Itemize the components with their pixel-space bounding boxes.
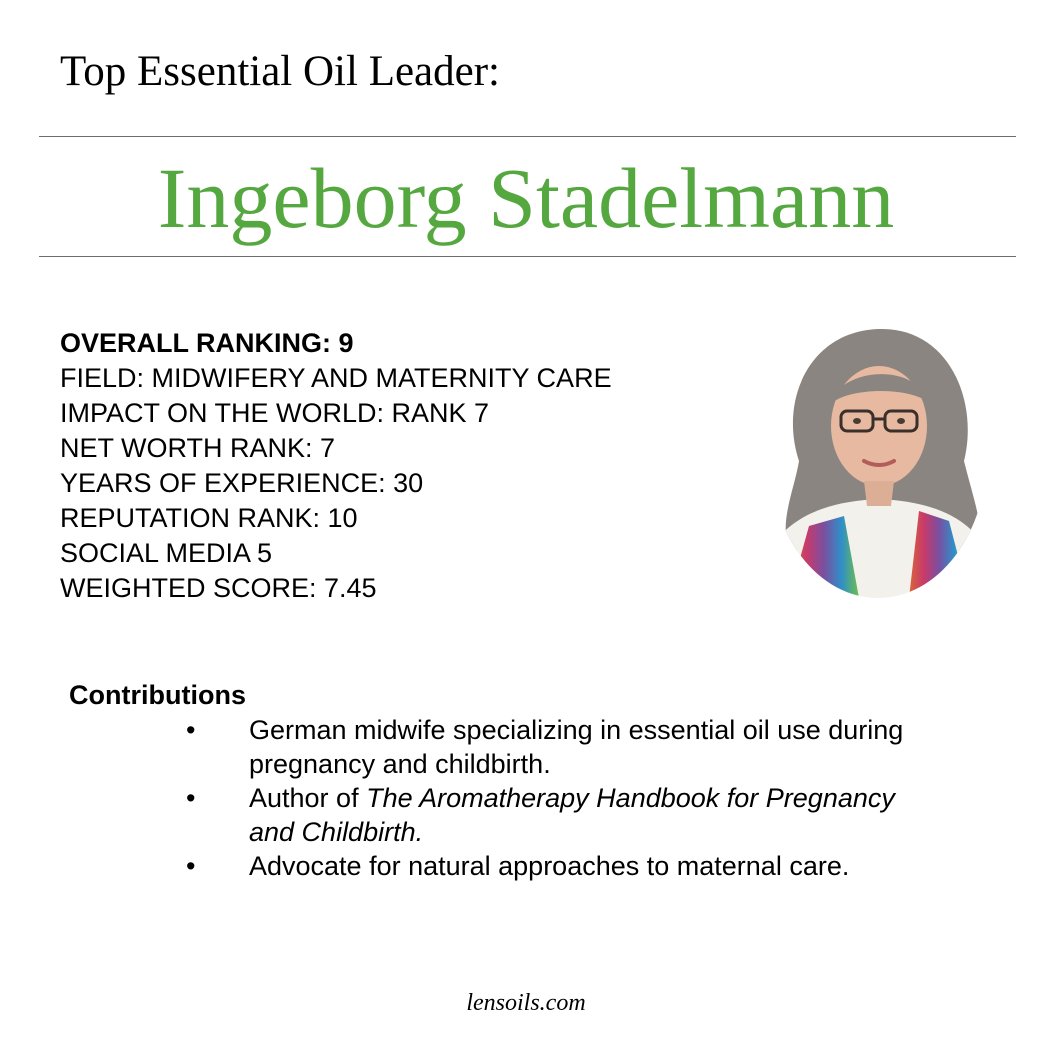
stat-weighted-score: WEIGHTED SCORE: 7.45 bbox=[60, 573, 377, 603]
top-divider bbox=[39, 136, 1016, 137]
leader-name: Ingeborg Stadelmann bbox=[157, 150, 895, 246]
stat-impact: IMPACT ON THE WORLD: RANK 7 bbox=[60, 398, 490, 428]
footer-site: lensoils.com bbox=[466, 990, 586, 1016]
bullet-icon: • bbox=[186, 715, 196, 745]
page-pretitle: Top Essential Oil Leader: bbox=[60, 48, 500, 95]
stat-social-media: SOCIAL MEDIA 5 bbox=[60, 538, 273, 568]
stat-field: FIELD: MIDWIFERY AND MATERNITY CARE bbox=[60, 363, 612, 393]
contribution-item bbox=[186, 849, 946, 883]
bullet-icon: • bbox=[186, 851, 196, 881]
contribution-prefix: Author of bbox=[249, 783, 367, 813]
contribution-item bbox=[186, 713, 946, 781]
contribution-text: German midwife specializing in essential oil use during pregnancy and childbirth. bbox=[249, 715, 904, 779]
book-title: The Aromatherapy Handbook for Pregnancy and Childbirth. bbox=[249, 783, 895, 847]
stat-net-worth: NET WORTH RANK: 7 bbox=[60, 433, 336, 463]
contributions-list bbox=[186, 713, 946, 883]
stat-overall-ranking: OVERALL RANKING: 9 bbox=[60, 328, 354, 358]
contribution-item bbox=[186, 781, 946, 849]
stats-list bbox=[60, 326, 612, 606]
stat-reputation: REPUTATION RANK: 10 bbox=[60, 503, 358, 533]
contribution-text: Advocate for natural approaches to maternal care. bbox=[249, 851, 850, 881]
portrait-illustration bbox=[769, 311, 987, 598]
bullet-icon: • bbox=[186, 783, 196, 813]
portrait-photo bbox=[769, 311, 987, 598]
contributions-heading: Contributions bbox=[69, 680, 246, 710]
stat-experience: YEARS OF EXPERIENCE: 30 bbox=[60, 468, 424, 498]
bottom-divider bbox=[39, 256, 1016, 257]
